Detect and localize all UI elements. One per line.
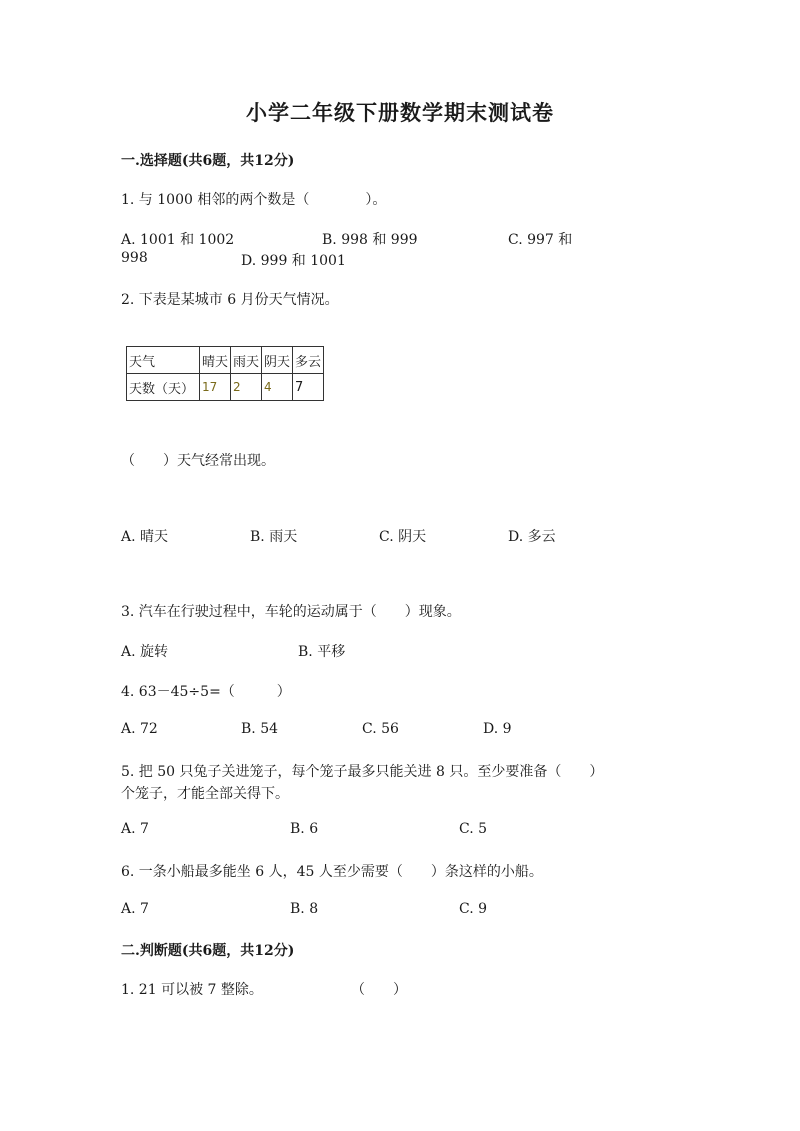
q1-option-d: D. 999 和 1001 [241, 253, 346, 269]
table-cell: 阴天 [262, 347, 293, 374]
q3-option-a: A. 旋转 [121, 644, 169, 660]
q6-option-a: A. 7 [121, 901, 149, 917]
table-cell: 2 [231, 374, 262, 401]
section-heading-choice: 一.选择题(共6题，共12分) [121, 153, 295, 169]
q5-option-b: B. 6 [290, 821, 319, 837]
q1-option-b: B. 998 和 999 [322, 232, 418, 248]
q3-option-b: B. 平移 [298, 644, 346, 660]
q2-option-a: A. 晴天 [121, 529, 169, 545]
question-3-text: 3. 汽车在行驶过程中，车轮的运动属于（ ）现象。 [121, 604, 461, 620]
q2-option-c: C. 阴天 [379, 529, 427, 545]
q5-option-a: A. 7 [121, 821, 149, 837]
q4-option-b: B. 54 [241, 721, 279, 737]
q1-option-c-continued: 998 [121, 250, 148, 266]
q2-option-b: B. 雨天 [250, 529, 298, 545]
judgement-answer-blank: （ ） [351, 982, 407, 998]
q6-option-b: B. 8 [290, 901, 319, 917]
weather-table-data-row [127, 374, 324, 401]
question-4-text: 4. 63－45÷5=（ ） [121, 684, 291, 700]
table-cell: 天气 [127, 347, 200, 374]
q1-option-c: C. 997 和 [508, 232, 573, 248]
question-5-text-line2: 个笼子，才能全部关得下。 [121, 786, 289, 802]
table-cell: 天数（天） [127, 374, 200, 401]
question-2-text: 2. 下表是某城市 6 月份天气情况。 [121, 292, 339, 308]
weather-table [126, 346, 324, 401]
table-cell: 多云 [293, 347, 324, 374]
table-cell: 17 [200, 374, 231, 401]
q4-option-c: C. 56 [362, 721, 399, 737]
table-cell: 晴天 [200, 347, 231, 374]
table-cell: 7 [293, 374, 324, 401]
weather-table-header-row [127, 347, 324, 374]
q4-option-d: D. 9 [483, 721, 512, 737]
q6-option-c: C. 9 [459, 901, 488, 917]
q5-option-c: C. 5 [459, 821, 488, 837]
q4-option-a: A. 72 [121, 721, 158, 737]
judgement-question-1-text: 1. 21 可以被 7 整除。 [121, 982, 263, 998]
q2-option-d: D. 多云 [508, 529, 556, 545]
question-5-text-line1: 5. 把 50 只兔子关进笼子，每个笼子最多只能关进 8 只。至少要准备（ ） [121, 764, 604, 780]
q1-option-a: A. 1001 和 1002 [121, 232, 235, 248]
table-cell: 雨天 [231, 347, 262, 374]
table-cell: 4 [262, 374, 293, 401]
question-6-text: 6. 一条小船最多能坐 6 人，45 人至少需要（ ）条这样的小船。 [121, 864, 543, 880]
page-title: 小学二年级下册数学期末测试卷 [246, 100, 554, 125]
question-2-stem: （ ）天气经常出现。 [121, 453, 275, 469]
question-1-text: 1. 与 1000 相邻的两个数是（ ）。 [121, 192, 387, 208]
section-heading-judgement: 二.判断题(共6题，共12分) [121, 943, 295, 959]
